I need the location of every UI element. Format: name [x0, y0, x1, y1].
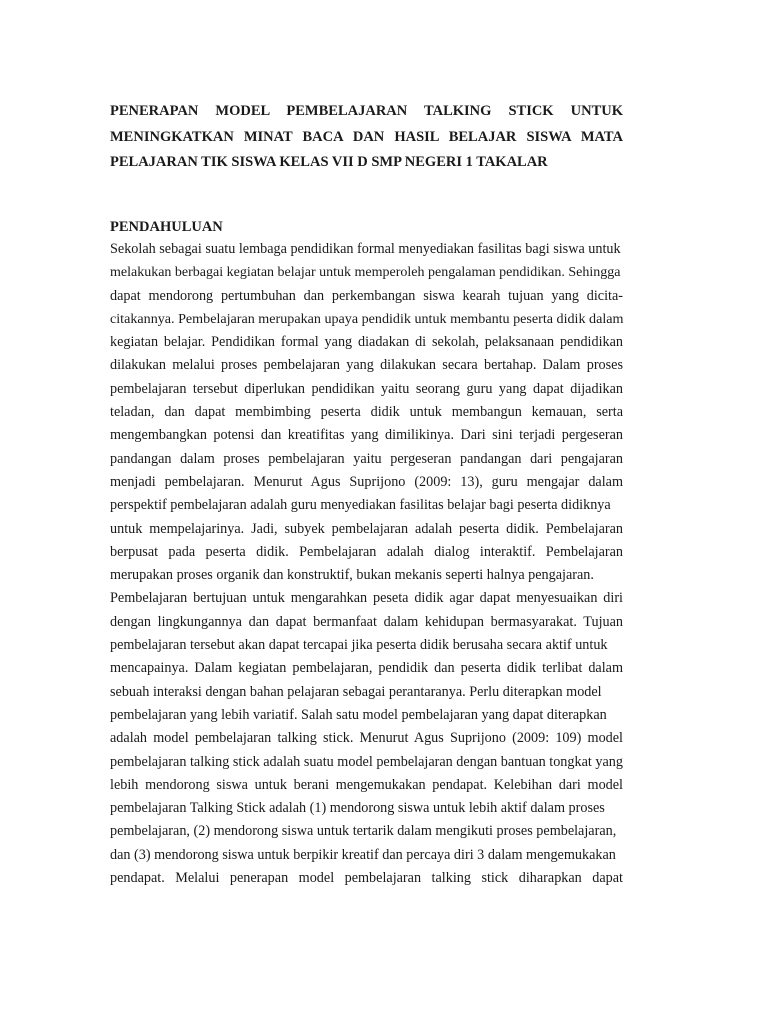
title-line-1: PENERAPAN MODEL PEMBELAJARAN TALKING STICK UNTUK — [110, 103, 623, 119]
paragraph-line: adalah model pembelajaran talking stick. Menurut Agus Suprijono (2009: 109) model — [110, 730, 623, 747]
paragraph-line: kegiatan belajar. Pendidikan formal yang diadakan di sekolah, pelaksanaan pendidikan — [110, 334, 623, 351]
paragraph-line: mencapainya. Dalam kegiatan pembelajaran, pendidik dan peserta didik terlibat dalam — [110, 660, 623, 677]
paragraph-line: pembelajaran tersebut akan dapat tercapai jika peserta didik berusaha secara aktif untuk — [110, 637, 608, 654]
paragraph-line: pembelajaran, (2) mendorong siswa untuk tertarik dalam mengikuti proses pembelajaran, — [110, 823, 617, 840]
paragraph-line: perspektif pembelajaran adalah guru menyediakan fasilitas belajar bagi peserta didiknya — [110, 497, 611, 514]
paragraph-line: pandangan dalam proses pembelajaran yaitu pergeseran pandangan dari pengajaran — [110, 450, 623, 467]
paragraph-line: dapat mendorong pertumbuhan dan perkembangan siswa kearah tujuan yang dicita- — [110, 287, 623, 304]
paragraph-line: Pembelajaran bertujuan untuk mengarahkan peseta didik agar dapat menyesuaikan diri — [110, 590, 623, 607]
document-page — [110, 0, 623, 1024]
paragraph-line: mengembangkan potensi dan kreatifitas yang dimilikinya. Dari sini terjadi pergeseran — [110, 427, 623, 444]
title-line-2: MENINGKATKAN MINAT BACA DAN HASIL BELAJAR SISWA MATA — [110, 128, 623, 145]
paragraph-line: pembelajaran yang lebih variatif. Salah satu model pembelajaran yang dapat diterapkan — [110, 706, 607, 723]
paragraph-line: sebuah interaksi dengan bahan pelajaran sebagai perantaranya. Perlu diterapkan model — [110, 683, 602, 700]
body-paragraph — [110, 238, 623, 890]
paragraph-line: pembelajaran Talking Stick adalah (1) mendorong siswa untuk lebih aktif dalam proses — [110, 800, 605, 817]
section-heading: PENDAHULUAN — [110, 219, 223, 235]
paragraph-line: dan (3) mendorong siswa untuk berpikir kreatif dan percaya diri 3 dalam mengemukakan — [110, 846, 616, 863]
paragraph-line: berpusat pada peserta didik. Pembelajaran adalah dialog interaktif. Pembelajaran — [110, 543, 623, 560]
paragraph-line: pembelajaran talking stick adalah suatu model pembelajaran dengan bantuan tongkat yang — [110, 753, 623, 770]
document-title — [110, 99, 623, 176]
paragraph-line: dilakukan melalui proses pembelajaran yang dilakukan secara bertahap. Dalam proses — [110, 357, 623, 374]
paragraph-line: melakukan berbagai kegiatan belajar untuk memperoleh pengalaman pendidikan. Sehingga — [110, 265, 621, 281]
paragraph-line: Sekolah sebagai suatu lembaga pendidikan formal menyediakan fasilitas bagi siswa untuk — [110, 241, 621, 257]
title-line-3: PELAJARAN TIK SISWA KELAS VII D SMP NEGERI 1 TAKALAR — [110, 154, 548, 170]
paragraph-line: pembelajaran tersebut diperlukan pendidikan yaitu seorang guru yang dapat dijadikan — [110, 380, 623, 397]
paragraph-line: citakannya. Pembelajaran merupakan upaya pendidik untuk membantu peserta didik dalam — [110, 310, 624, 327]
paragraph-line: merupakan proses organik dan konstruktif, bukan mekanis seperti halnya pengajaran. — [110, 567, 594, 584]
paragraph-line: pendapat. Melalui penerapan model pembelajaran talking stick diharapkan dapat — [110, 870, 623, 887]
paragraph-line: dengan lingkungannya dan dapat bermanfaat dalam kehidupan bermasyarakat. Tujuan — [110, 613, 623, 630]
paragraph-line: lebih mendorong siswa untuk berani mengemukakan pendapat. Kelebihan dari model — [110, 776, 623, 793]
paragraph-line: menjadi pembelajaran. Menurut Agus Suprijono (2009: 13), guru mengajar dalam — [110, 473, 623, 490]
paragraph-line: teladan, dan dapat membimbing peserta didik untuk membangun kemauan, serta — [110, 404, 623, 421]
paragraph-line: untuk mempelajarinya. Jadi, subyek pembelajaran adalah peserta didik. Pembelajaran — [110, 520, 623, 537]
